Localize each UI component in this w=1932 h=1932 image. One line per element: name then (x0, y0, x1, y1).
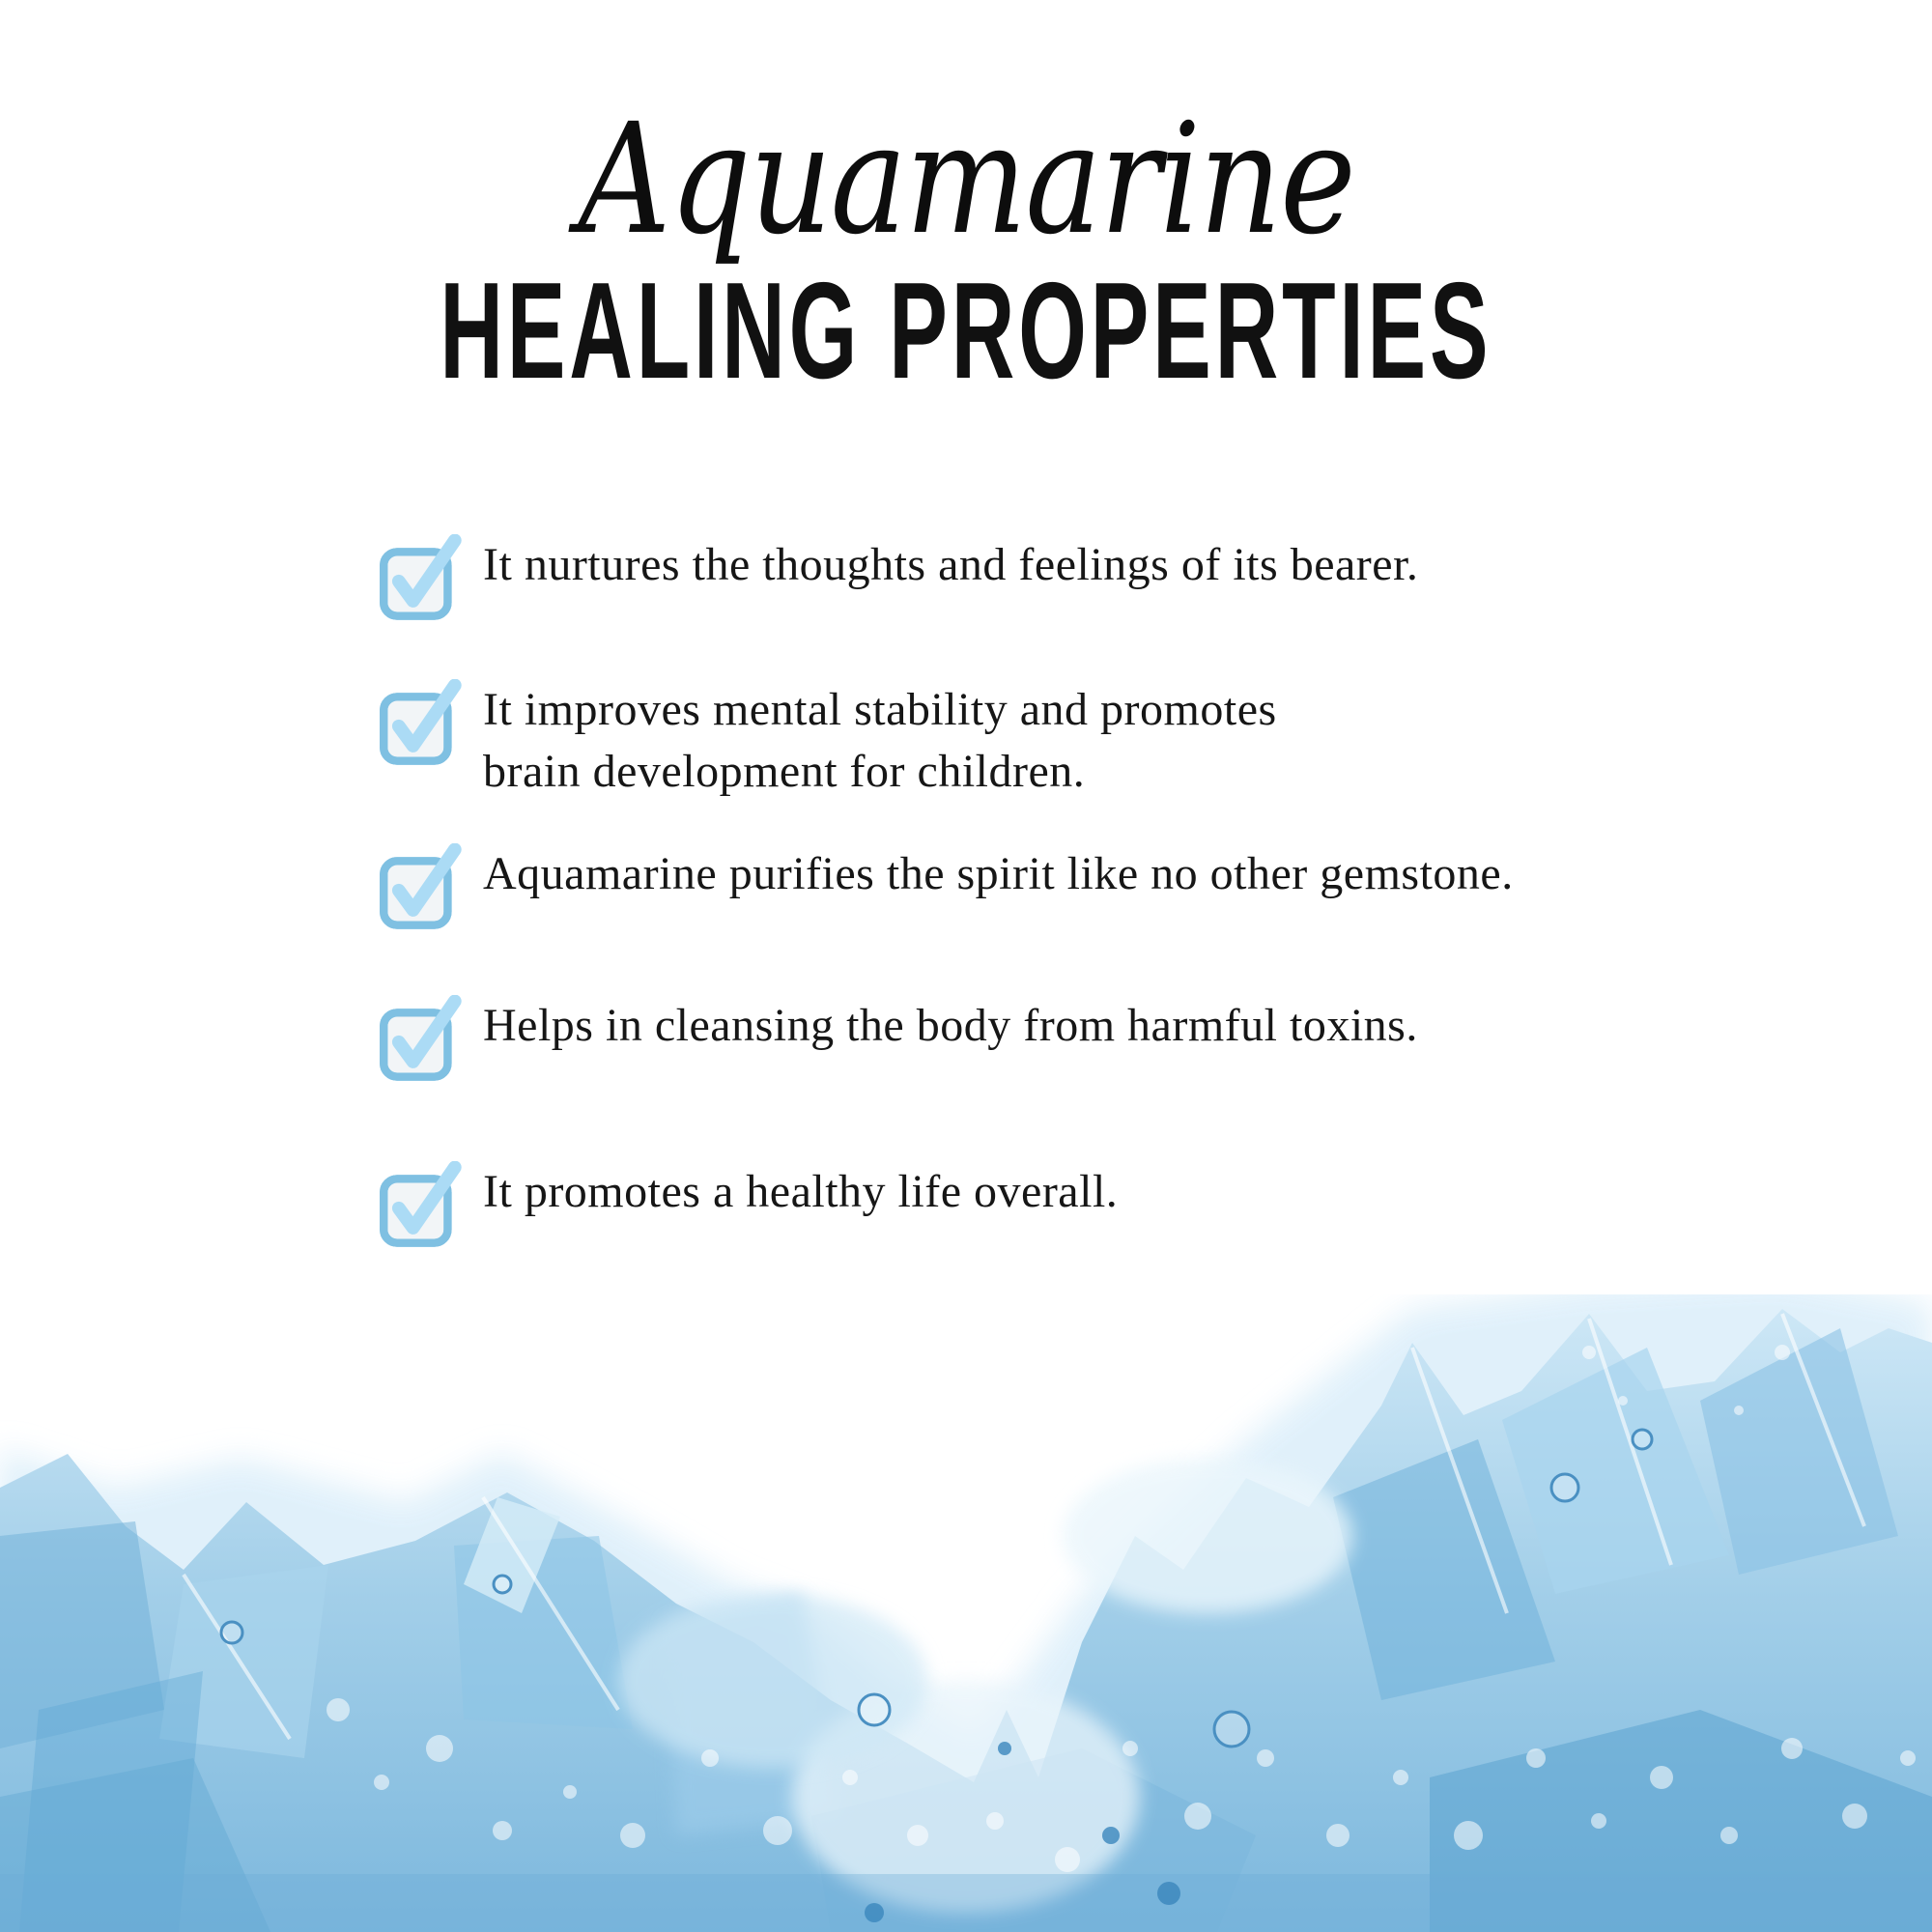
list-item (375, 1161, 1118, 1250)
checkbox-icon-svg (375, 679, 464, 768)
list-item-line: Aquamarine purifies the spirit like no other gemstone. (483, 848, 1514, 899)
list-item (375, 534, 1418, 623)
page-title (0, 91, 1932, 269)
checkbox-checked-icon (375, 534, 464, 623)
checkbox-checked-icon (375, 995, 464, 1084)
list-item-line: It nurtures the thoughts and feelings of its bearer. (483, 539, 1419, 590)
list-item-line: brain development for children. (483, 746, 1086, 797)
page-title-text: Aquamarine (578, 91, 1354, 269)
list-item-text (483, 1161, 1118, 1223)
list-item-text (483, 534, 1418, 596)
list-item (375, 679, 1277, 803)
page-subtitle (0, 254, 1932, 408)
list-item-text (483, 679, 1277, 803)
list-item-text (483, 995, 1418, 1057)
checkbox-icon-svg (375, 1161, 464, 1250)
list-item-line: It improves mental stability and promotes (483, 684, 1277, 735)
checkbox-checked-icon (375, 1161, 464, 1250)
checkbox-icon-svg (375, 534, 464, 623)
page-subtitle-text: HEALING PROPERTIES (440, 254, 1492, 408)
list-item-line: It promotes a healthy life overall. (483, 1166, 1119, 1217)
list-item-text (483, 843, 1514, 905)
list-item (375, 843, 1514, 932)
ice-crystals-svg (0, 1294, 1932, 1932)
checkbox-checked-icon (375, 843, 464, 932)
aquamarine-crystals-image (0, 1294, 1932, 1932)
list-item (375, 995, 1418, 1084)
checkbox-checked-icon (375, 679, 464, 768)
list-item-line: Helps in cleansing the body from harmful toxins. (483, 1000, 1418, 1051)
checkbox-icon-svg (375, 843, 464, 932)
checkbox-icon-svg (375, 995, 464, 1084)
